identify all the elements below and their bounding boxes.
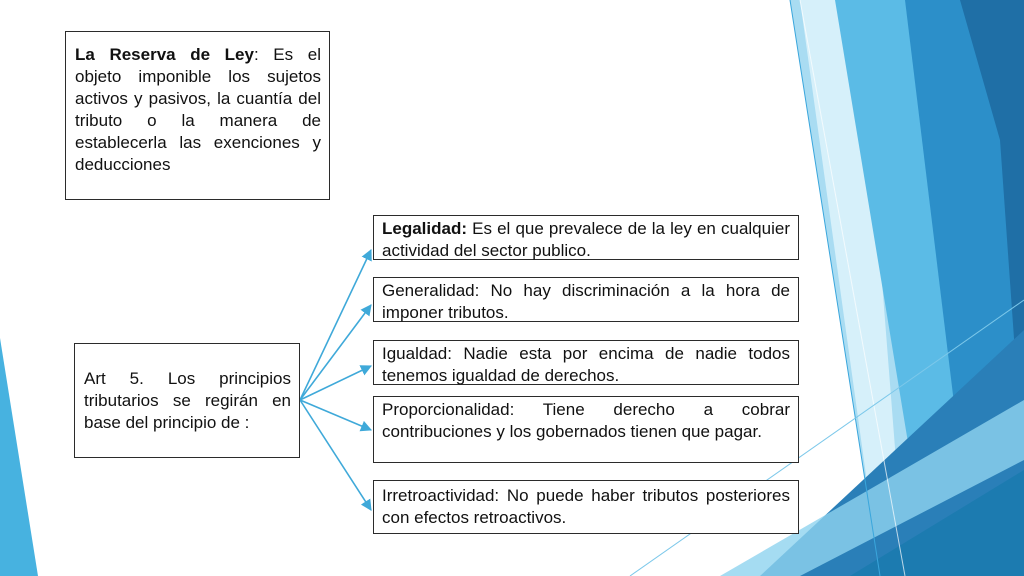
principle-irretroactividad-box xyxy=(373,480,799,534)
art5-box xyxy=(74,343,300,458)
principle-term: Irretroactividad: xyxy=(382,486,500,505)
principle-legalidad-box xyxy=(373,215,799,260)
art5-text: Art 5. Los principios tributarios se regirán en base del principio de : xyxy=(84,369,291,432)
principle-term: Legalidad: xyxy=(382,219,468,238)
principle-term: Generalidad: xyxy=(382,281,480,300)
left-triangle-shape xyxy=(0,338,38,576)
principle-text: No puede haber tributos posteriores con efectos retroactivos. xyxy=(382,486,790,527)
principle-text: Nadie esta por encima de nadie todos tenemos igualdad de derechos. xyxy=(382,344,790,385)
principle-text: Tiene derecho a cobrar contribuciones y los gobernados tienen que pagar. xyxy=(382,400,790,441)
principle-term: Igualdad: xyxy=(382,344,452,363)
principle-proporcionalidad-box xyxy=(373,396,799,463)
reserva-text: : Es el objeto imponible los sujetos activos y pasivos, la cuantía del tributo o la manera de establecerla las exenciones y deducciones xyxy=(75,45,321,174)
principle-term: Proporcionalidad: xyxy=(382,400,515,419)
principle-text: Es el que prevalece de la ley en cualquier actividad del sector publico. xyxy=(382,219,790,260)
reserva-term: La Reserva de Ley xyxy=(75,45,254,64)
reserva-de-ley-box xyxy=(65,31,330,200)
principle-generalidad-box xyxy=(373,277,799,322)
principle-text: No hay discriminación a la hora de imponer tributos. xyxy=(382,281,790,322)
principle-igualdad-box xyxy=(373,340,799,385)
